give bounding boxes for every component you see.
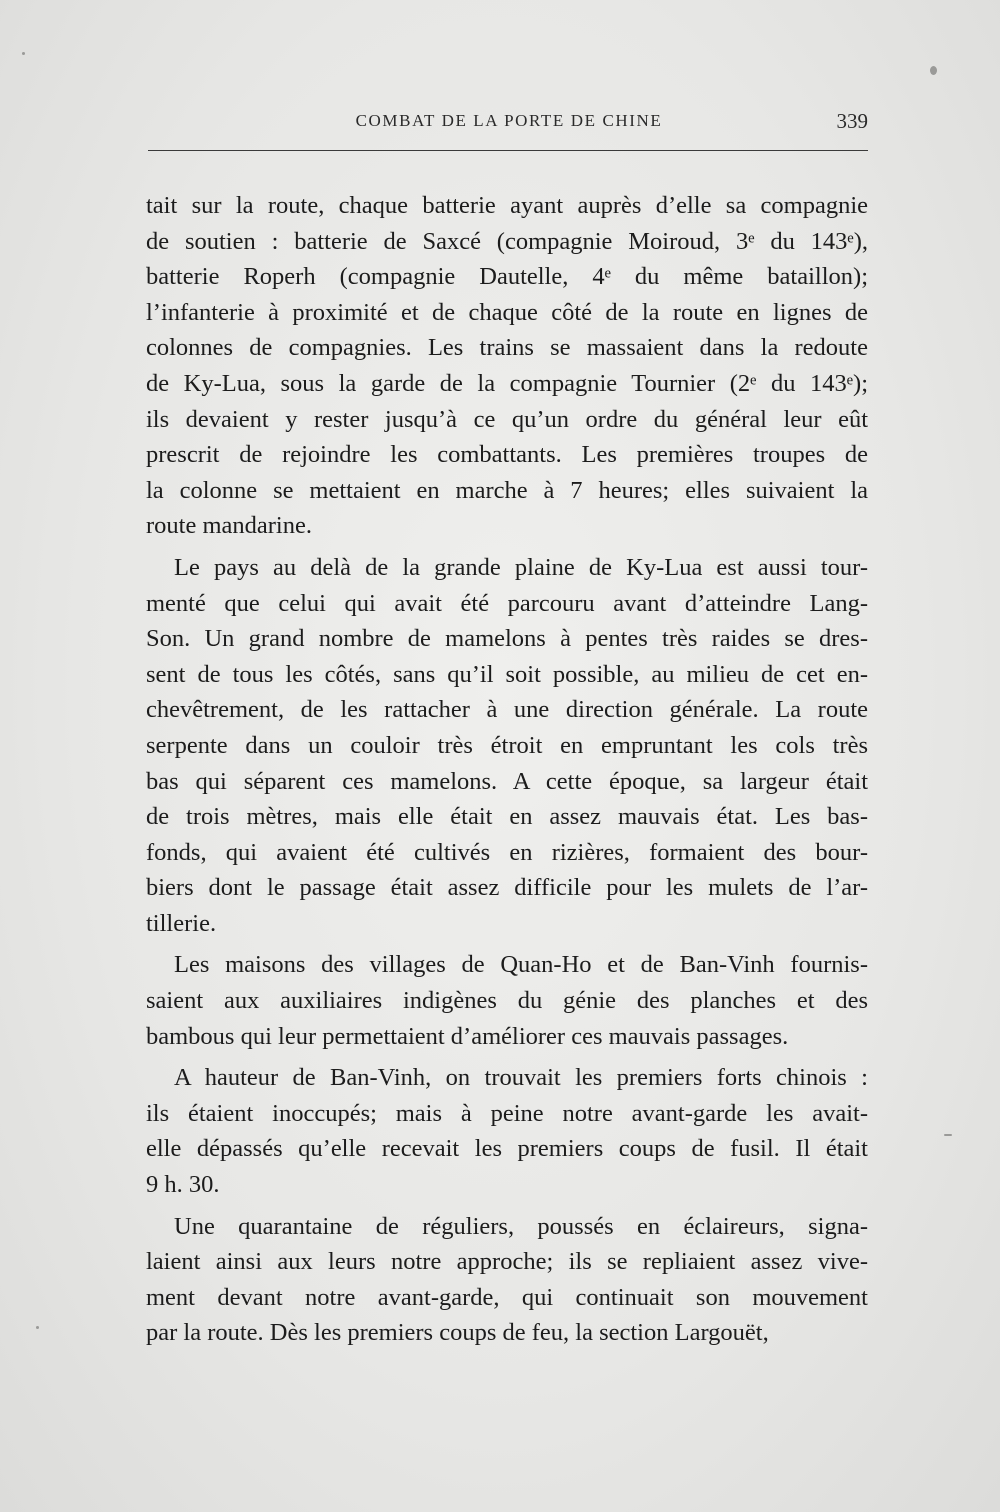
running-title: COMBAT DE LA PORTE DE CHINE — [355, 111, 663, 130]
text-line: sent de tous les côtés, sans qu’il soit possible, au milieu de cet en- — [146, 660, 868, 688]
paper-speck — [36, 1326, 39, 1329]
text-line: laient ainsi aux leurs notre approche; ils se repliaient assez vive- — [146, 1248, 868, 1276]
text-line: l’infanterie à proximité et de chaque côté de la route en lignes de — [146, 298, 868, 326]
text-line: par la route. Dès les premiers coups de feu, la section Largouët, — [146, 1319, 769, 1347]
text-line: de Ky-Lua, sous la garde de la compagnie Tournier (2ᵉ du 143ᵉ); — [146, 369, 868, 397]
page-number: 339 — [836, 109, 868, 133]
text-line: route mandarine. — [146, 512, 312, 540]
paper-speck — [930, 66, 937, 75]
text-line: menté que celui qui avait été parcouru avant d’atteindre Lang- — [146, 589, 868, 617]
text-line: Le pays au delà de la grande plaine de Ky-Lua est aussi tour- — [174, 553, 868, 581]
text-line: chevêtrement, de les rattacher à une direction générale. La route — [146, 696, 868, 724]
header-rule — [148, 150, 868, 151]
text-line: colonnes de compagnies. Les trains se massaient dans la redoute — [146, 334, 868, 362]
text-line: batterie Roperh (compagnie Dautelle, 4ᵉ du même bataillon); — [146, 263, 868, 291]
text-line: bas qui séparent ces mamelons. A cette époque, sa largeur était — [146, 767, 868, 795]
text-line: Une quarantaine de réguliers, poussés en éclaireurs, signa- — [174, 1212, 868, 1240]
paragraph — [146, 1060, 868, 1202]
paragraph — [146, 550, 868, 942]
running-head — [150, 105, 868, 139]
paragraph — [146, 1209, 868, 1351]
paper-speck — [944, 1134, 952, 1136]
body-text — [146, 188, 868, 1351]
text-line: saient aux auxiliaires indigènes du génie des planches et des — [146, 987, 868, 1015]
text-line: A hauteur de Ban-Vinh, on trouvait les premiers forts chinois : — [174, 1064, 868, 1092]
text-line: Son. Un grand nombre de mamelons à pentes très raides se dres- — [146, 625, 868, 653]
text-line: de trois mètres, mais elle était en assez mauvais état. Les bas- — [146, 803, 868, 831]
text-line: prescrit de rejoindre les combattants. Les premières troupes de — [146, 441, 868, 469]
text-line: tait sur la route, chaque batterie ayant auprès d’elle sa compagnie — [146, 192, 868, 219]
text-line: ment devant notre avant-garde, qui continuait son mouvement — [146, 1283, 868, 1311]
paragraph — [146, 188, 868, 544]
text-line: 9 h. 30. — [146, 1171, 220, 1199]
text-line: elle dépassés qu’elle recevait les premiers coups de fusil. Il était — [146, 1135, 868, 1163]
paper-speck — [22, 52, 25, 55]
text-line: ils devaient y rester jusqu’à ce qu’un ordre du général leur eût — [146, 405, 868, 433]
paragraph — [146, 947, 868, 1054]
text-line: serpente dans un couloir très étroit en empruntant les cols très — [146, 731, 868, 759]
text-line: bambous qui leur permettaient d’améliorer ces mauvais passages. — [146, 1022, 789, 1050]
text-line: tillerie. — [146, 909, 217, 937]
text-line: de soutien : batterie de Saxcé (compagnie Moiroud, 3ᵉ du 143ᵉ), — [146, 227, 868, 255]
text-line: Les maisons des villages de Quan-Ho et de Ban-Vinh fournis- — [174, 951, 868, 979]
text-line: ils étaient inoccupés; mais à peine notre avant-garde les avait- — [146, 1099, 868, 1127]
text-line: la colonne se mettaient en marche à 7 heures; elles suivaient la — [146, 476, 868, 504]
text-line: fonds, qui avaient été cultivés en rizières, formaient des bour- — [146, 838, 868, 866]
text-line: biers dont le passage était assez difficile pour les mulets de l’ar- — [146, 874, 868, 902]
